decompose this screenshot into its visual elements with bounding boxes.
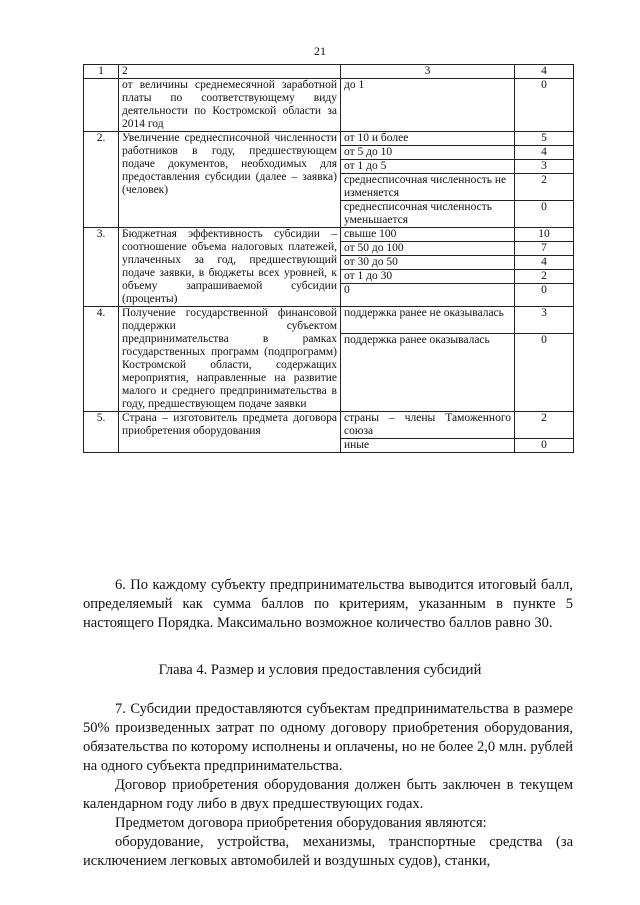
- criterion-text: Увеличение среднесписочной численности работников в году, предшествующем подаче документов, необходимых для предоставления субсидии (далее – заявка) (человек): [119, 132, 341, 228]
- points-value: 2: [515, 270, 573, 284]
- points-value: 0: [541, 79, 547, 91]
- paragraph-text: оборудование, устройства, механизмы, транспортные средства (за исключением легковых автомобилей и воздушных судов), станки,: [83, 834, 573, 869]
- paragraph-7: [83, 700, 573, 871]
- paragraph-text: 6. По каждому субъекту предпринимательства выводится итоговый балл, определяемый как сумма баллов по критериям, указанным в пункте 5 настоящего Порядка. Максимально возможное количество баллов равно 30.: [83, 577, 573, 631]
- points-value: 3: [515, 160, 573, 174]
- points-value: 0: [541, 201, 547, 213]
- points-list: [515, 412, 574, 453]
- points-value: 7: [515, 242, 573, 256]
- points-list: [515, 132, 574, 228]
- table-row: [84, 132, 574, 228]
- points-value: 0: [541, 284, 547, 296]
- option-list: [341, 228, 515, 307]
- option-text: от 1 до 5: [341, 160, 514, 174]
- option-text: свыше 100: [341, 228, 514, 242]
- points-list: [515, 228, 574, 307]
- row-number: 3.: [84, 228, 119, 307]
- option-text: поддержка ранее оказывалась: [344, 334, 490, 346]
- option-text: страны – члены Таможенного союза: [341, 412, 514, 439]
- option-text: от 1 до 30: [341, 270, 514, 284]
- points-value: 10: [515, 228, 573, 242]
- option-list: [341, 132, 515, 228]
- option-text: среднесписочная численность уменьшается: [344, 201, 492, 226]
- criterion-text: Страна – изготовитель предмета договора приобретения оборудования: [119, 412, 341, 453]
- table-row: [84, 307, 574, 412]
- option-list: [341, 79, 515, 132]
- header-cell: 2: [119, 65, 341, 79]
- header-cell: 3: [341, 65, 515, 79]
- points-value: 4: [515, 256, 573, 270]
- criteria-table: [83, 64, 574, 453]
- points-value: 2: [515, 412, 573, 439]
- row-number: 2.: [84, 132, 119, 228]
- option-text: от 50 до 100: [341, 242, 514, 256]
- option-text: среднесписочная численность не изменяется: [341, 174, 514, 201]
- criterion-text: от величины среднемесячной заработной платы по соответствующему виду деятельности по Костромской области за 2014 год: [119, 79, 341, 132]
- points-list: [515, 79, 574, 132]
- option-list: [341, 412, 515, 453]
- paragraph-text: 7. Субсидии предоставляются субъектам предпринимательства в размере 50% произведенных затрат по одному договору приобретения оборудования, обязательства по которому исполнены и оплачены, но не более 2,0 млн. рублей на одного субъекта предпринимательства.: [83, 701, 573, 774]
- table-header-row: [84, 65, 574, 79]
- points-value: 2: [515, 174, 573, 201]
- option-text: поддержка ранее не оказывалась: [341, 307, 514, 334]
- points-value: 4: [515, 146, 573, 160]
- criterion-text: Бюджетная эффективность субсидии – соотношение объема налоговых платежей, уплаченных за год, предшествующий подаче заявки, в бюджеты всех уровней, к объему запрашиваемой субсидии (проценты): [119, 228, 341, 307]
- option-text: 0: [344, 284, 350, 296]
- paragraph-text: Предметом договора приобретения оборудования являются:: [115, 815, 487, 831]
- table-row: [84, 228, 574, 307]
- points-value: 3: [515, 307, 573, 334]
- option-list: [341, 307, 515, 412]
- header-cell: 1: [84, 65, 119, 79]
- points-value: 5: [515, 132, 573, 146]
- option-text: от 10 и более: [341, 132, 514, 146]
- criterion-text: Получение государственной финансовой поддержки субъектом предпринимательства в рамках государственных программ (подпрограмм) Костромской области, содержащих мероприятия, направленные на развитие малого и среднего предпринимательства в году, предшествующем подаче заявки: [119, 307, 341, 412]
- option-text: до 1: [344, 79, 365, 91]
- row-number: [84, 79, 119, 132]
- row-number: 4.: [84, 307, 119, 412]
- option-text: от 5 до 10: [341, 146, 514, 160]
- option-text: от 30 до 50: [341, 256, 514, 270]
- option-text: иные: [344, 439, 370, 451]
- points-value: 0: [541, 439, 547, 451]
- table-row: [84, 79, 574, 132]
- table-row: [84, 412, 574, 453]
- header-cell: 4: [515, 65, 574, 79]
- paragraph-6: [83, 576, 573, 633]
- points-list: [515, 307, 574, 412]
- points-value: 0: [541, 334, 547, 346]
- paragraph-text: Договор приобретения оборудования должен быть заключен в текущем календарном году либо в двух предшествующих годах.: [83, 777, 573, 812]
- chapter-title: Глава 4. Размер и условия предоставления субсидий: [158, 662, 482, 678]
- page-number: 21: [314, 44, 326, 58]
- row-number: 5.: [84, 412, 119, 453]
